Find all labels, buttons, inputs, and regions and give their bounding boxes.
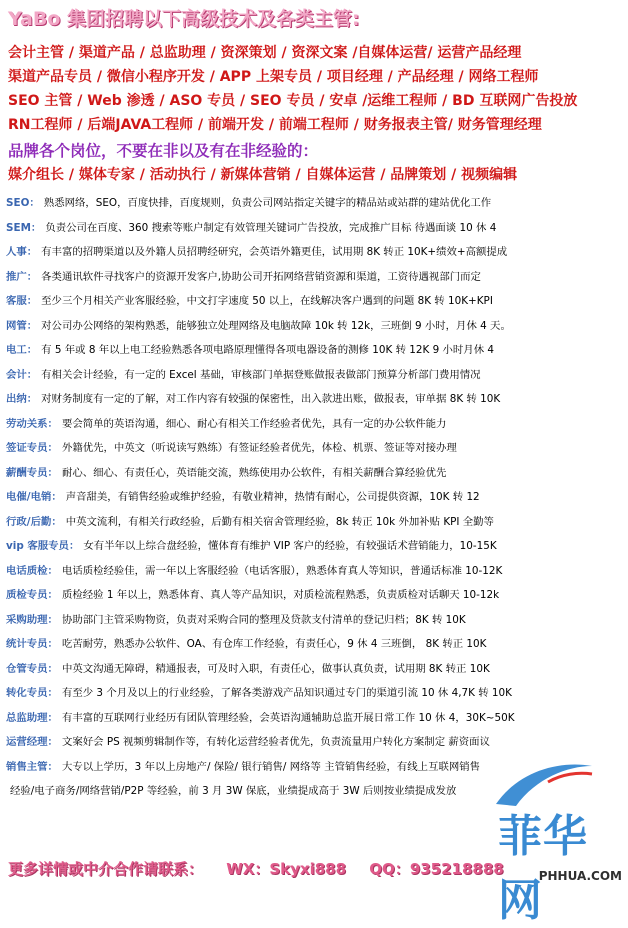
job-row [6,265,624,290]
job-row-label: SEO： [6,197,40,209]
job-row-text: 有 5 年或 8 年以上电工经验熟悉各项电路原理懂得各项电器设备的测修 10K 转 12K 9 小时月休 4 [41,344,494,356]
job-row-label: SEM： [6,221,42,234]
job-row-text: 有相关会计经验，有一定的 Excel 基础，审核部门单据登账做报表做部门预算分析部门费用情况 [41,368,481,381]
job-row [6,510,624,535]
job-row-text: 熟悉网络，SEO，百度快排，百度规则，负责公司网站指定关键字的精品站或站群的建站优化工作 [43,197,492,209]
job-row [6,240,624,265]
job-row-label: 电催/电销： [6,491,62,503]
job-row-text: 各类通讯软件寻找客户的资源开发客户,协助公司开拓网络营销资源和渠道，工资待遇视部门而定 [41,270,481,283]
job-row-text: 有丰富的招聘渠道以及外籍人员招聘经研究，会英语外籍更佳，试用期 8K 转正 10K+绩效+高额提成 [41,246,508,258]
job-row-text: 要会简单的英语沟通，细心、耐心有相关工作经验者优先，具有一定的办公软件能力 [61,417,447,430]
job-row [6,559,624,584]
job-row [6,461,624,486]
job-row [6,436,624,461]
brand-subtitle: 品牌各个岗位，不要在非以及有在非经验的： [8,142,319,160]
job-row [6,338,624,363]
job-row-text: 电话质检经验佳，需一年以上客服经验（电话客服），熟悉体育真人等知识，普通话标准 10-12K [61,564,503,577]
job-row-text: 经验/电子商务/网络营销/P2P 等经验，前 3 月 3W 保底，业绩提成高于 3W 后则按业绩提成发放 [10,785,457,797]
job-row-text: 吃苦耐劳，熟悉办公软件、OA、有仓库工作经验，有责任心，9 休 4 三班倒， 8K 转正 10K [61,638,487,650]
job-row-label: 推广： [6,270,38,283]
job-row-label: 出纳： [6,393,38,405]
job-row-label: 销售主管： [6,760,58,773]
poster-title: YaBo 集团招聘以下高级技术及各类主管: [8,8,360,30]
job-row [6,363,624,388]
job-row-label: 人事： [6,246,38,258]
job-row-text: 声音甜美，有销售经验或维护经验，有敬业精神，热情有耐心，公司提供资源，10K 转 12 [65,491,480,503]
job-row-text: 文案好会 PS 视频剪辑制作等，有转化运营经验者优先，负责流量用户转化方案制定 薪资面议 [61,736,490,748]
job-row-label: 质检专员： [6,589,58,601]
job-row-text: 有丰富的互联网行业经历有团队管理经验，会英语沟通辅助总监开展日常工作 10 休 4，30K~50K [61,711,515,724]
job-row [6,314,624,339]
job-row [6,681,624,706]
job-row-text: 女有半年以上综合盘经验，懂体育有维护 VIP 客户的经验，有较强话术营销能力，10-15K [83,540,497,552]
job-row-label: 会计： [6,368,38,381]
job-requirements-list [6,191,624,804]
positions-line-4: RN工程师 / 后端JAVA工程师 / 前端开发 / 前端工程师 / 财务报表主管/ 财务管理经理 [8,117,542,133]
job-row-label: 行政/后勤： [6,515,62,528]
job-row [6,583,624,608]
job-row-text: 有至少 3 个月及以上的行业经验，了解各类游戏产品知识通过专门的渠道引流 10 休 4,7K 转 10K [61,687,512,699]
job-row [6,412,624,437]
wx-contact [226,860,346,878]
job-row-text: 协助部门主管采购物资，负责对采购合同的整理及贷款支付清单的登记归档；8K 转 10K [61,613,466,626]
job-row-text: 负责公司在百度、360 搜索等账户制定有效管理关键词广告投放，完成推广目标 待遇面谈 10 休 4 [45,221,497,234]
job-row-text: 中英文沟通无障碍，精通报表，可及时入职，有责任心，做事认真负责，试用期 8K 转正 10K [61,662,490,675]
watermark-domain-text: PHHUA.COM [538,869,622,883]
job-row-label: 总监助理： [6,711,58,724]
job-row [6,779,624,804]
wx-label: WX： [226,860,270,878]
job-row-text: 至少三个月相关产业客服经验，中文打字速度 50 以上，在线解决客户遇到的问题 8K 转 10K+KPI [41,295,493,307]
job-row-label: 仓管专员： [6,662,58,675]
job-row [6,216,624,241]
job-row [6,657,624,682]
watermark-brand-text: 菲华网 [498,811,588,926]
job-row [6,534,624,559]
job-row [6,608,624,633]
wx-value: Skyxi888 [269,860,347,878]
qq-label: QQ： [369,860,410,878]
job-row-text: 外籍优先，中英文（听说读写熟练）有签证经验者优先，体检、机票、签证等对接办理 [61,442,457,454]
job-row-label: vip 客服专员： [6,540,80,552]
contact-label: 更多详情或中介合作请联系： [8,860,204,878]
qq-value: 935218888 [409,860,504,878]
brand-positions-line: 媒介组长 / 媒体专家 / 活动执行 / 新媒体营销 / 自媒体运营 / 品牌策划 / 视频编辑 [8,167,518,183]
job-row [6,387,624,412]
job-row-label: 劳动关系： [6,417,58,430]
job-row [6,191,624,216]
job-row-text: 耐心、细心、有责任心，英语能交流，熟练使用办公软件，有相关薪酬合算经验优先 [61,466,447,479]
positions-line-3: SEO 主管 / Web 渗透 / ASO 专员 / SEO 专员 / 安卓 /运维工程师 / BD 互联网广告投放 [8,93,578,109]
job-row [6,730,624,755]
job-row-label: 转化专员： [6,687,58,699]
job-row-label: 薪酬专员： [6,466,58,479]
job-row-label: 签证专员： [6,442,58,454]
job-row-text: 对公司办公网络的架构熟悉，能够独立处理网络及电脑故障 10k 转 12k，三班倒 9 小时，月休 4 天。 [41,319,511,332]
job-row-label: 电话质检： [6,564,58,577]
job-row-text: 对财务制度有一定的了解，对工作内容有较强的保密性，出入款进出账，做报表，审单据 8K 转 10K [41,393,501,405]
job-row [6,755,624,780]
positions-line-1: 会计主管 / 渠道产品 / 总监助理 / 资深策划 / 资深文案 /自媒体运营/ 运营产品经理 [8,45,522,61]
job-row-label: 统计专员： [6,638,58,650]
job-row [6,706,624,731]
job-row [6,632,624,657]
job-row-label: 客服： [6,295,38,307]
job-row [6,289,624,314]
positions-line-2: 渠道产品专员 / 微信小程序开发 / APP 上架专员 / 项目经理 / 产品经理 / 网络工程师 [8,69,539,85]
job-row-text: 大专以上学历，3 年以上房地产/ 保险/ 银行销售/ 网络等 主管销售经验，有线上互联网销售 [61,760,481,773]
job-row-label: 运营经理： [6,736,58,748]
job-row-text: 质检经验 1 年以上，熟悉体育、真人等产品知识，对质检流程熟悉，负责质检对话聊天 10-12k [61,589,500,601]
job-row-label: 电工： [6,344,38,356]
job-row-label: 采购助理： [6,613,58,626]
qq-contact [369,860,503,878]
job-row-text: 中英文流利，有相关行政经验，后勤有相关宿舍管理经验，8k 转正 10k 外加补贴 KPI 全勤等 [65,515,494,528]
job-row-label: 网管： [6,319,38,332]
contact-footer [8,856,624,882]
job-row [6,485,624,510]
